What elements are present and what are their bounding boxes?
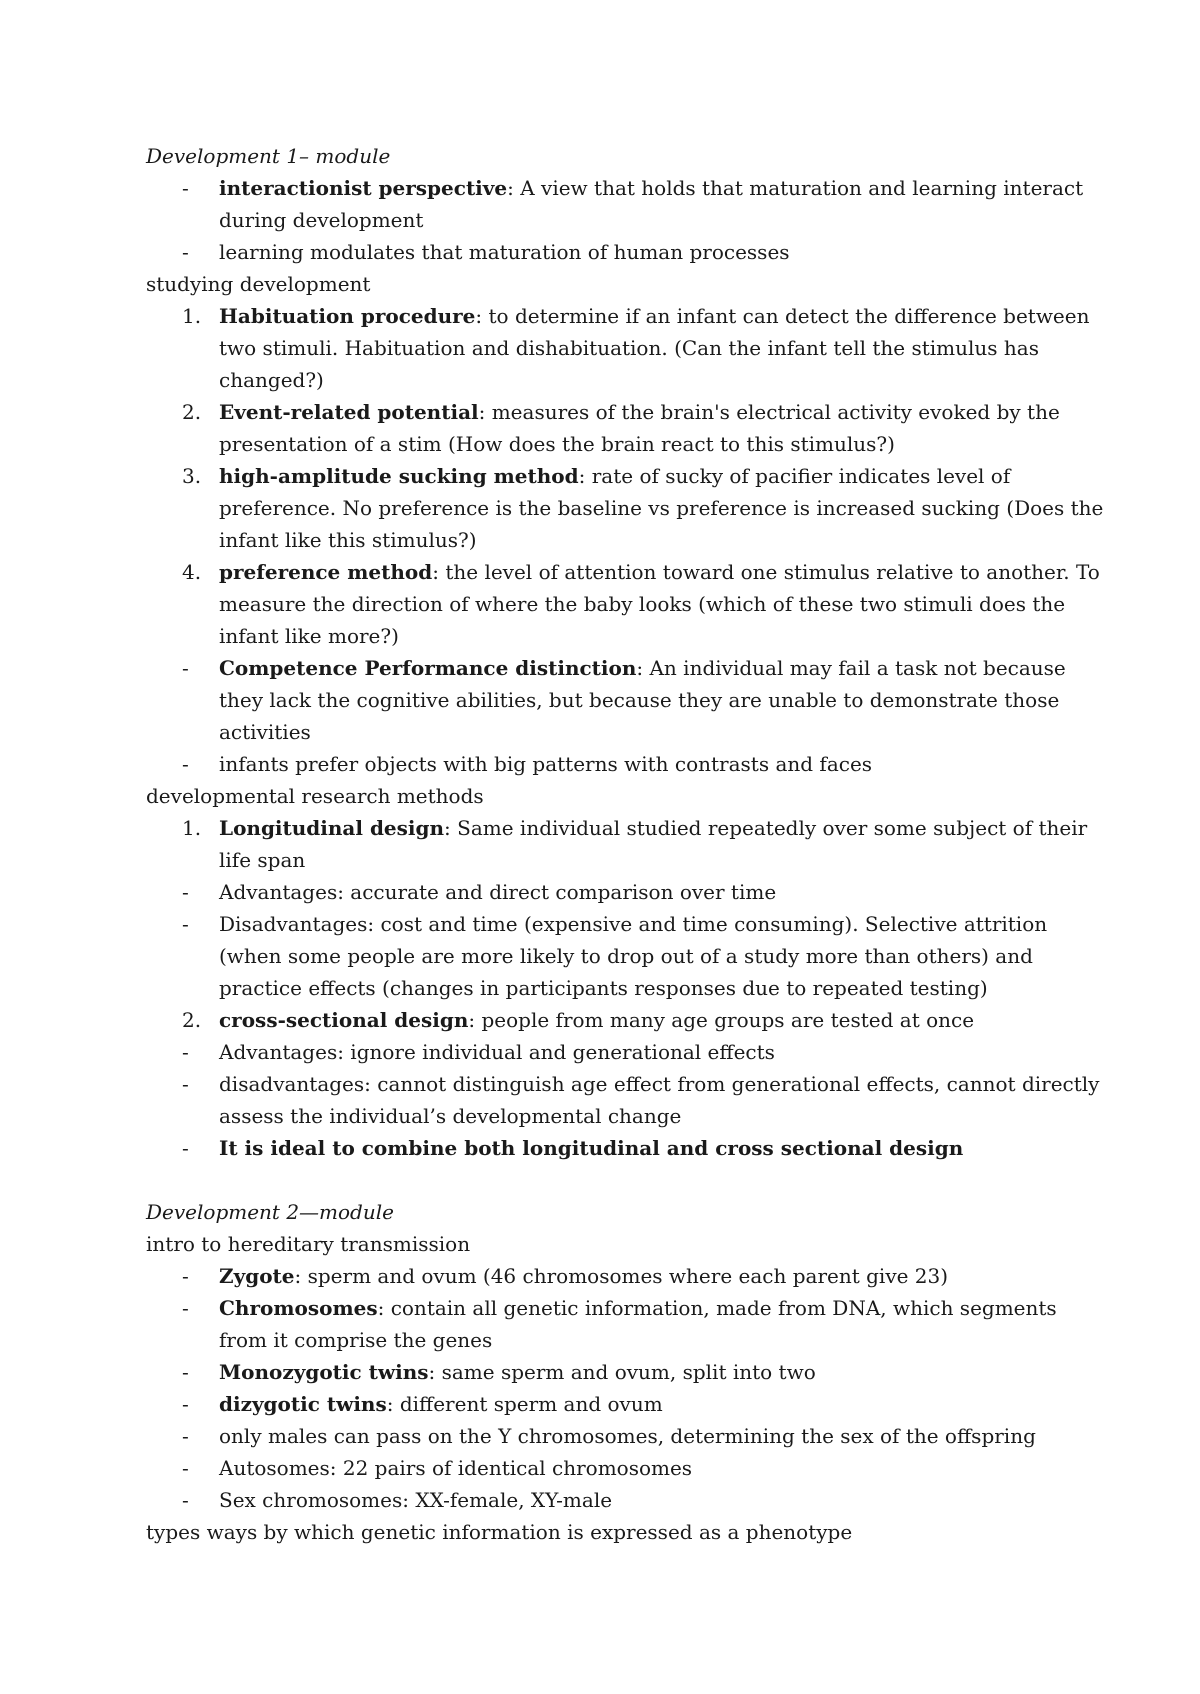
list-marker: - <box>182 752 189 776</box>
item-text: Advantages: ignore individual and generational effects <box>219 1040 775 1064</box>
bullet-item <box>146 1452 1066 1484</box>
method-item <box>146 748 1066 780</box>
method-item <box>146 460 1066 492</box>
bullet-item <box>146 236 1066 268</box>
term: high-amplitude sucking method <box>219 464 579 488</box>
list-marker: 1. <box>182 304 202 328</box>
term: preference method <box>219 560 433 584</box>
research-item <box>146 908 1066 940</box>
list-marker: - <box>182 1392 189 1416</box>
item-text: : Same individual studied repeatedly over some subject of their <box>444 816 1088 840</box>
item-continuation: changed?) <box>219 368 324 392</box>
item-continuation: during development <box>219 208 424 232</box>
research-item <box>146 876 1066 908</box>
item-continuation: assess the individual’s developmental change <box>219 1104 682 1128</box>
list-marker: - <box>182 912 189 936</box>
item-text: Sex chromosomes: XX-female, XY-male <box>219 1488 613 1512</box>
list-marker: - <box>182 1296 189 1320</box>
item-continuation: life span <box>219 848 306 872</box>
bullet-item <box>146 1356 1066 1388</box>
item-continuation: two stimuli. Habituation and dishabituation. (Can the infant tell the stimulus has <box>219 336 1039 360</box>
item-continuation: infant like more?) <box>219 624 399 648</box>
list-marker: - <box>182 1424 189 1448</box>
term: interactionist perspective <box>219 176 508 200</box>
item-continuation: presentation of a stim (How does the brain react to this stimulus?) <box>219 432 895 456</box>
bullet-item <box>146 1484 1066 1516</box>
bullet-item <box>146 1260 1066 1292</box>
term: Chromosomes <box>219 1296 378 1320</box>
item-text: Disadvantages: cost and time (expensive and time consuming). Selective attrition <box>219 912 1048 936</box>
section-heading: developmental research methods <box>146 784 484 808</box>
list-marker: - <box>182 240 189 264</box>
item-text: only males can pass on the Y chromosomes, determining the sex of the offspring <box>219 1424 1036 1448</box>
research-item <box>146 1036 1066 1068</box>
item-continuation: from it comprise the genes <box>219 1328 493 1352</box>
list-marker: - <box>182 176 189 200</box>
module-2-title: Development 2—module <box>146 1200 394 1224</box>
term: Habituation procedure <box>219 304 476 328</box>
item-text: : measures of the brain's electrical activity evoked by the <box>478 400 1060 424</box>
item-continuation: activities <box>219 720 311 744</box>
term: dizygotic twins <box>219 1392 387 1416</box>
term: cross-sectional design <box>219 1008 469 1032</box>
research-item <box>146 1004 1066 1036</box>
item-text: Autosomes: 22 pairs of identical chromosomes <box>219 1456 693 1480</box>
section-heading: studying development <box>146 272 371 296</box>
item-text: disadvantages: cannot distinguish age effect from generational effects, cannot directly <box>219 1072 1100 1096</box>
item-continuation: they lack the cognitive abilities, but because they are unable to demonstrate those <box>219 688 1060 712</box>
method-item <box>146 300 1090 332</box>
bullet-item <box>146 172 1084 204</box>
list-marker: - <box>182 1456 189 1480</box>
item-text: : different sperm and ovum <box>386 1392 663 1416</box>
document-content <box>146 140 1104 1548</box>
list-marker: 1. <box>182 816 202 840</box>
research-item <box>146 812 1088 844</box>
list-marker: - <box>182 1264 189 1288</box>
bullet-item <box>146 1292 1066 1324</box>
section-spacer <box>146 1164 1066 1196</box>
item-text: : A view that holds that maturation and learning interact <box>507 176 1084 200</box>
method-item <box>146 652 1066 684</box>
item-continuation: infant like this stimulus?) <box>219 528 477 552</box>
research-item <box>146 1132 1066 1164</box>
section-heading: intro to hereditary transmission <box>146 1232 471 1256</box>
item-text: : rate of sucky of pacifier indicates level of <box>578 464 1011 488</box>
list-marker: 2. <box>182 400 202 424</box>
method-item <box>146 396 1066 428</box>
term: Competence Performance distinction <box>219 656 637 680</box>
term: Monozygotic twins <box>219 1360 429 1384</box>
item-text: : same sperm and ovum, split into two <box>428 1360 816 1384</box>
list-marker: 2. <box>182 1008 202 1032</box>
term: Zygote <box>219 1264 295 1288</box>
list-marker: - <box>182 1040 189 1064</box>
item-text: learning modulates that maturation of human processes <box>219 240 790 264</box>
term: It is ideal to combine both longitudinal and cross sectional design <box>219 1136 964 1160</box>
item-continuation: practice effects (changes in participants responses due to repeated testing) <box>219 976 988 1000</box>
term: Event-related potential <box>219 400 479 424</box>
method-item <box>146 556 1100 588</box>
research-item <box>146 1068 1100 1100</box>
term: Longitudinal design <box>219 816 445 840</box>
item-text: : An individual may fail a task not because <box>636 656 1066 680</box>
module-1-title: Development 1– module <box>146 144 391 168</box>
item-text: Advantages: accurate and direct comparison over time <box>219 880 777 904</box>
item-text: : contain all genetic information, made from DNA, which segments <box>377 1296 1057 1320</box>
list-marker: - <box>182 1072 189 1096</box>
list-marker: - <box>182 1488 189 1512</box>
list-marker: - <box>182 656 189 680</box>
bullet-item <box>146 1388 1066 1420</box>
list-marker: 3. <box>182 464 202 488</box>
list-marker: - <box>182 1360 189 1384</box>
list-marker: 4. <box>182 560 202 584</box>
item-continuation: (when some people are more likely to drop out of a study more than others) and <box>219 944 1033 968</box>
item-text: : sperm and ovum (46 chromosomes where each parent give 23) <box>294 1264 949 1288</box>
list-marker: - <box>182 880 189 904</box>
item-text: : to determine if an infant can detect the difference between <box>475 304 1090 328</box>
item-continuation: measure the direction of where the baby looks (which of these two stimuli does the <box>219 592 1066 616</box>
item-text: : people from many age groups are tested at once <box>468 1008 975 1032</box>
item-text: infants prefer objects with big patterns with contrasts and faces <box>219 752 873 776</box>
item-text: : the level of attention toward one stimulus relative to another. To <box>432 560 1100 584</box>
item-continuation: preference. No preference is the baseline vs preference is increased sucking (Does the <box>219 496 1104 520</box>
list-marker: - <box>182 1136 189 1160</box>
bullet-item <box>146 1420 1066 1452</box>
closing-line: types ways by which genetic information is expressed as a phenotype <box>146 1520 853 1544</box>
